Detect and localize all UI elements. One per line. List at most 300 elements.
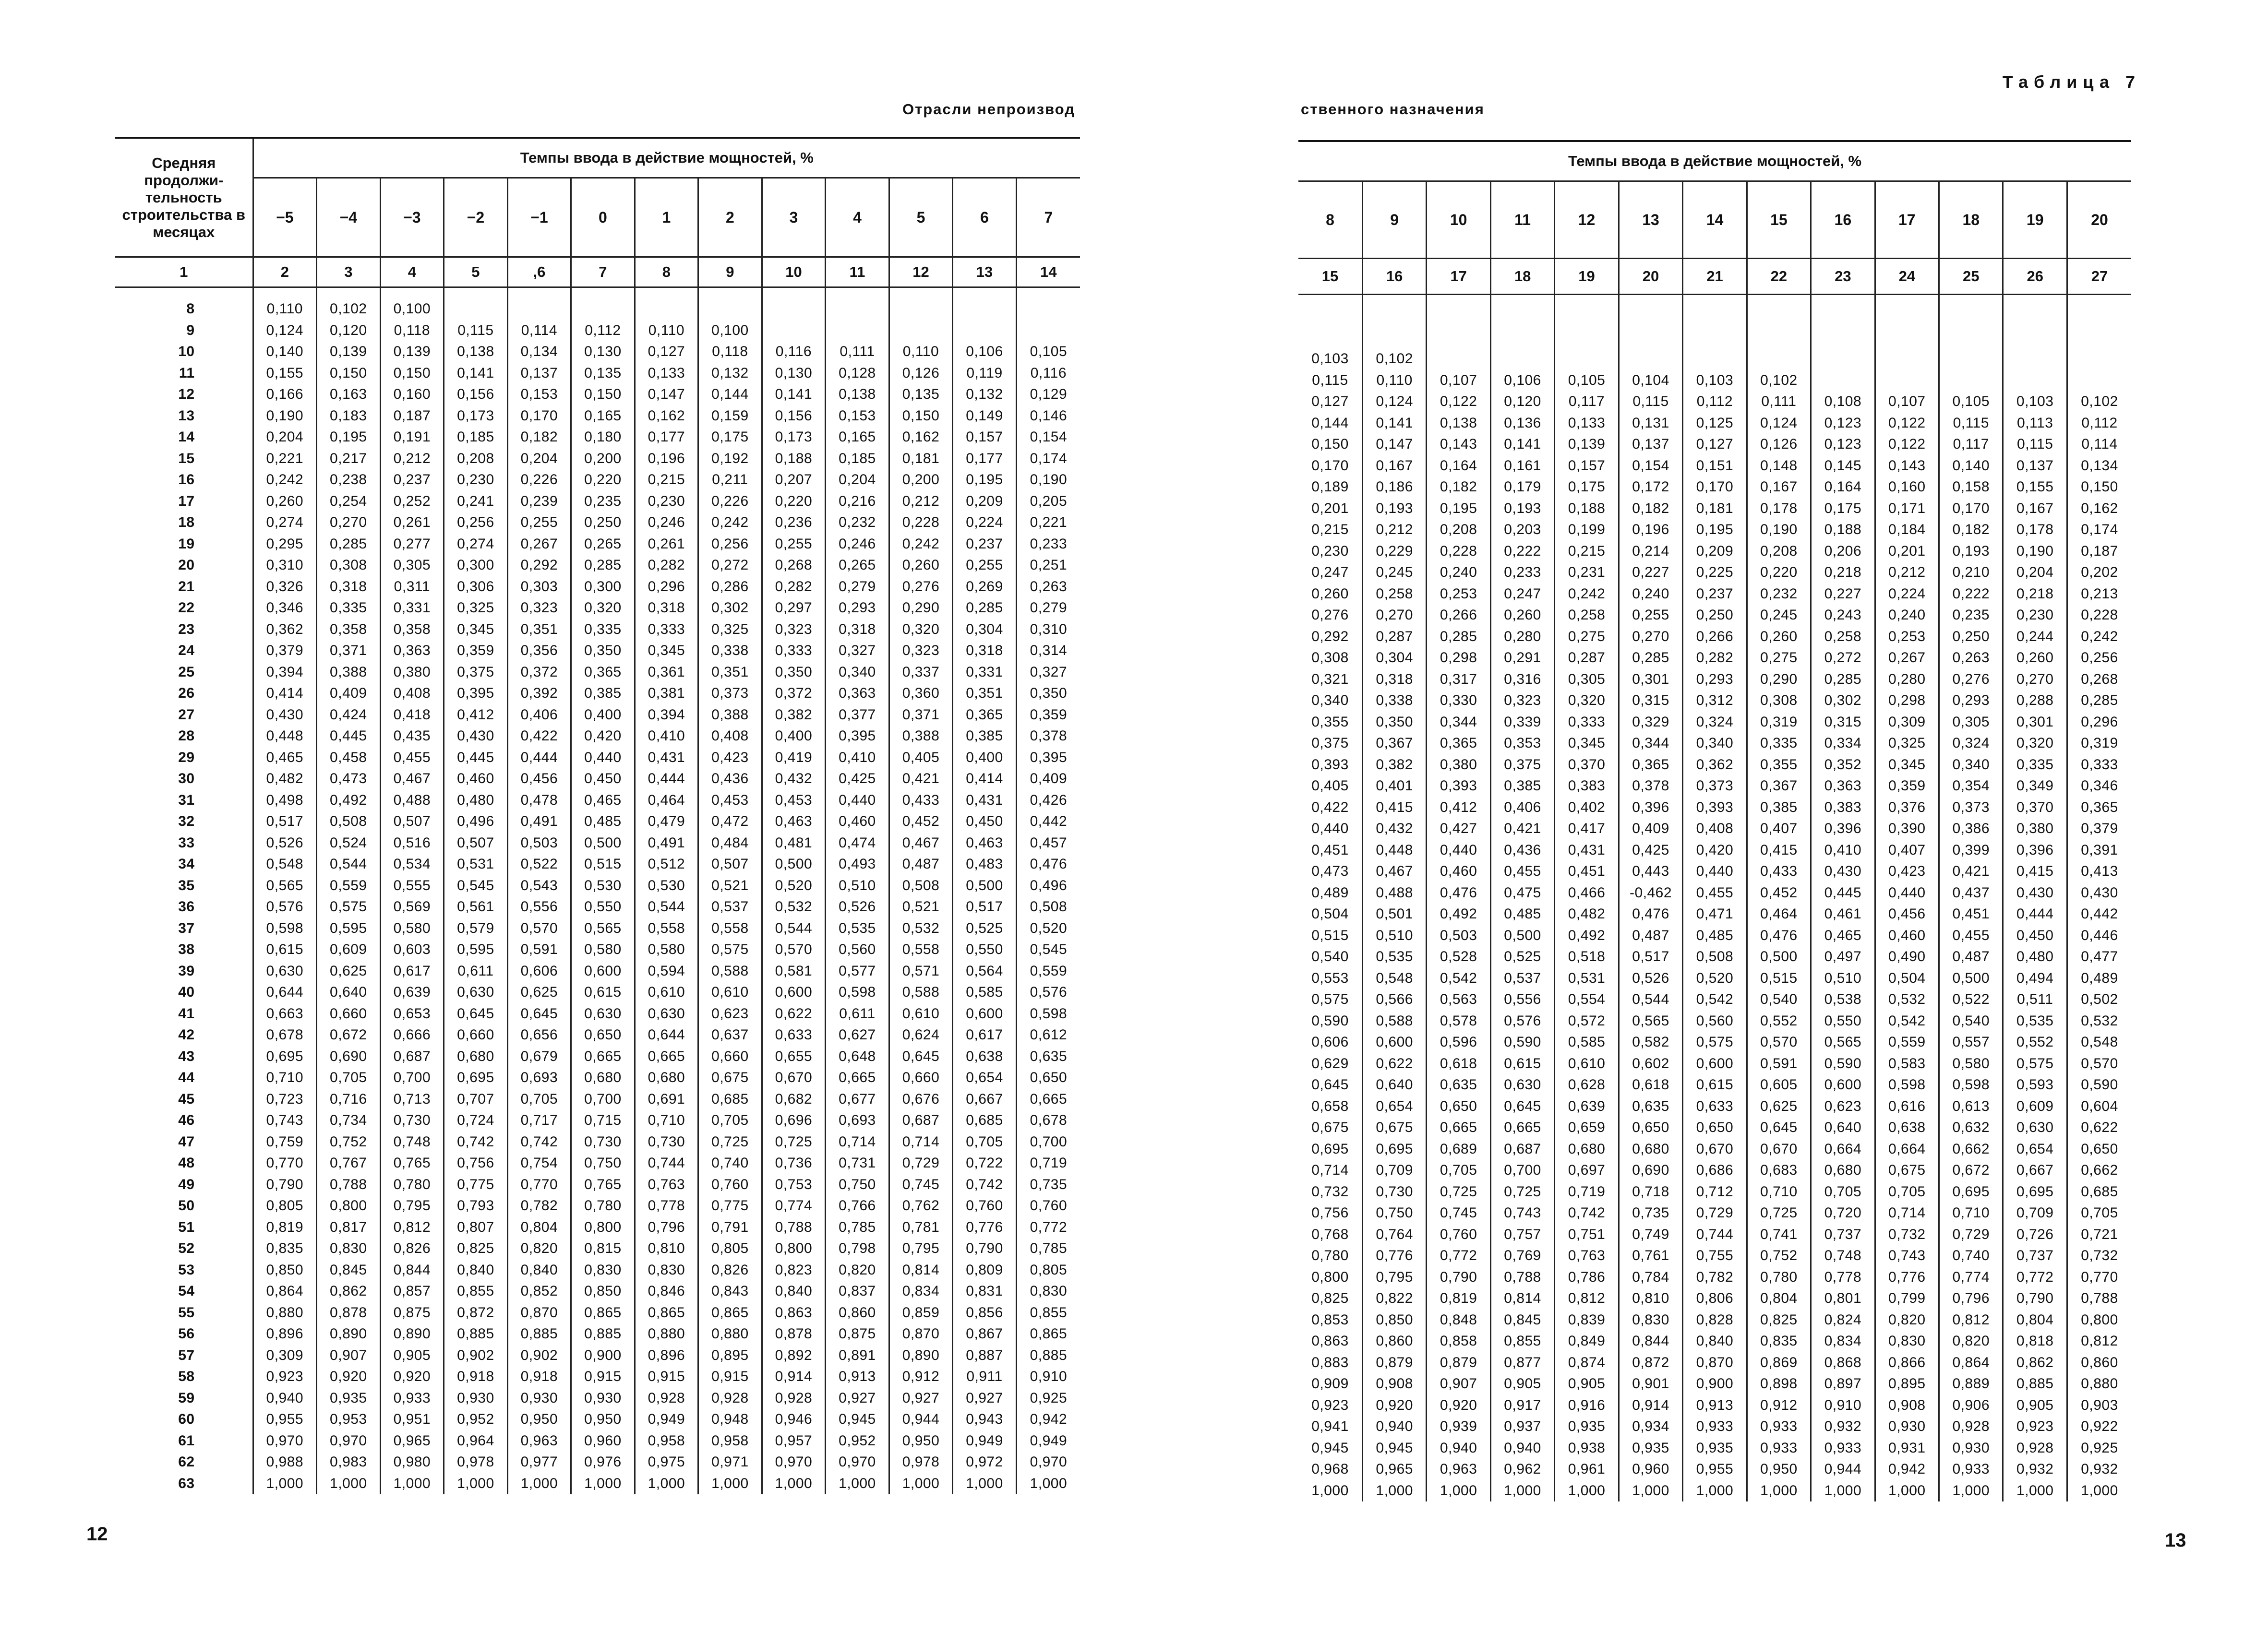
value-cell: 1,000 xyxy=(698,1473,762,1495)
value-cell: 0,228 xyxy=(1427,541,1490,562)
value-cell: 0,522 xyxy=(507,854,571,875)
value-cell: 0,935 xyxy=(1683,1438,1747,1459)
value-cell: 0,134 xyxy=(507,341,571,363)
value-cell: 0,190 xyxy=(1016,469,1080,491)
table-row xyxy=(1298,1352,2131,1374)
value-cell: 0,532 xyxy=(762,896,826,918)
value-cell: 0,442 xyxy=(1016,811,1080,833)
value-cell: 0,525 xyxy=(953,918,1017,940)
value-cell: 0,664 xyxy=(1875,1139,1939,1160)
value-cell: 0,935 xyxy=(1555,1416,1619,1438)
value-cell: 0,512 xyxy=(635,854,698,875)
value-cell: 0,710 xyxy=(253,1067,317,1089)
value-cell: 0,325 xyxy=(698,619,762,641)
value-cell: 0,205 xyxy=(1016,491,1080,512)
value-cell xyxy=(1555,348,1619,370)
month-cell: 53 xyxy=(178,1262,195,1278)
value-cell: 0,775 xyxy=(698,1195,762,1217)
value-cell: 1,000 xyxy=(2067,1480,2131,1502)
table-row xyxy=(1298,477,2131,498)
value-cell: 0,615 xyxy=(1683,1074,1747,1096)
value-cell: 0,761 xyxy=(1619,1245,1682,1267)
value-cell: 0,170 xyxy=(507,405,571,427)
value-cell: 0,394 xyxy=(635,704,698,726)
spacer-cell xyxy=(762,287,826,299)
spacer-cell xyxy=(1427,295,1490,306)
column-header: 0 xyxy=(571,178,635,257)
value-cell: 0,383 xyxy=(1811,797,1875,819)
table-row xyxy=(1298,882,2131,904)
value-cell: 0,326 xyxy=(253,576,317,598)
value-cell: 0,385 xyxy=(953,726,1017,747)
table-row xyxy=(1298,1139,2131,1160)
value-cell: 0,865 xyxy=(635,1302,698,1324)
value-cell: 0,276 xyxy=(1311,607,1349,623)
value-cell: 1,000 xyxy=(762,1473,826,1495)
value-cell: 0,825 xyxy=(1311,1290,1349,1307)
value-cell: 0,220 xyxy=(762,491,826,512)
value-cell: 0,196 xyxy=(635,448,698,470)
value-cell: 0,351 xyxy=(953,683,1017,704)
column-number: 3 xyxy=(317,257,381,287)
value-cell: 0,945 xyxy=(1362,1438,1426,1459)
value-cell: 0,110 xyxy=(253,298,317,320)
value-cell: 0,496 xyxy=(1016,875,1080,897)
value-cell: 0,855 xyxy=(1490,1331,1554,1352)
value-cell: 0,258 xyxy=(1555,605,1619,626)
value-cell: 0,654 xyxy=(1362,1096,1426,1118)
value-cell: 0,141 xyxy=(1490,434,1554,455)
value-cell: 0,221 xyxy=(253,448,317,470)
value-cell: 0,743 xyxy=(253,1110,317,1132)
value-cell: 0,780 xyxy=(380,1174,444,1196)
value-cell: 0,396 xyxy=(1619,797,1682,819)
value-cell: 0,790 xyxy=(2003,1288,2067,1310)
value-cell: 0,717 xyxy=(507,1110,571,1132)
value-cell: 0,167 xyxy=(2003,498,2067,520)
value-cell: 0,878 xyxy=(762,1323,826,1345)
value-cell: 0,372 xyxy=(507,662,571,683)
value-cell: 0,224 xyxy=(953,512,1017,534)
value-cell: 0,695 xyxy=(1939,1181,2003,1203)
column-header: 8 xyxy=(1326,211,1334,228)
spacer-cell xyxy=(1362,295,1426,306)
value-cell: 0,565 xyxy=(1619,1011,1682,1032)
value-cell: 0,359 xyxy=(444,640,508,662)
value-cell: 0,111 xyxy=(826,341,889,363)
value-cell: 0,457 xyxy=(1016,833,1080,854)
value-cell: 0,456 xyxy=(507,768,571,790)
value-cell: 0,719 xyxy=(1555,1181,1619,1203)
value-cell: 0,520 xyxy=(1683,968,1747,989)
value-cell: 0,335 xyxy=(1747,733,1811,754)
page-number-right: 13 xyxy=(2165,1530,2186,1551)
value-cell: 0,354 xyxy=(1939,775,2003,797)
value-cell: 0,790 xyxy=(953,1238,1017,1260)
value-cell: 0,410 xyxy=(826,747,889,769)
value-cell: 0,914 xyxy=(1619,1395,1682,1417)
spacer-cell xyxy=(698,287,762,299)
value-cell: 0,949 xyxy=(1016,1430,1080,1452)
value-cell: 0,400 xyxy=(571,704,635,726)
value-cell xyxy=(2003,348,2067,370)
value-cell: 0,256 xyxy=(698,534,762,555)
page-number-left: 12 xyxy=(86,1524,108,1545)
value-cell: 0,588 xyxy=(1362,1011,1426,1032)
value-cell: 0,915 xyxy=(698,1366,762,1388)
value-cell: 0,144 xyxy=(698,384,762,405)
value-cell: 0,235 xyxy=(1939,605,2003,626)
value-cell: 0,605 xyxy=(1747,1074,1811,1096)
value-cell: 0,485 xyxy=(1490,904,1554,925)
value-cell: 0,230 xyxy=(1311,543,1349,559)
value-cell: 0,421 xyxy=(889,768,953,790)
value-cell: 0,879 xyxy=(1427,1352,1490,1374)
value-cell: 0,970 xyxy=(826,1452,889,1473)
value-cell: 0,944 xyxy=(1811,1459,1875,1480)
value-cell xyxy=(1490,348,1554,370)
table-row xyxy=(1298,1181,2131,1203)
value-cell: 0,141 xyxy=(444,363,508,384)
value-cell: 0,650 xyxy=(1427,1096,1490,1118)
value-cell: 0,682 xyxy=(762,1089,826,1110)
month-cell: 46 xyxy=(178,1112,195,1129)
value-cell: 0,923 xyxy=(1311,1397,1349,1413)
value-cell xyxy=(1362,327,1426,349)
value-cell: 0,305 xyxy=(1555,669,1619,691)
spacer-cell xyxy=(1811,295,1875,306)
table-row xyxy=(115,1388,1080,1409)
value-cell: 0,226 xyxy=(507,469,571,491)
value-cell: 0,768 xyxy=(1311,1226,1349,1242)
value-cell: 0,780 xyxy=(1747,1267,1811,1288)
table-row xyxy=(115,747,1080,769)
value-cell: 0,952 xyxy=(444,1409,508,1430)
value-cell: 0,650 xyxy=(1683,1117,1747,1139)
value-cell: 0,685 xyxy=(698,1089,762,1110)
column-number: 18 xyxy=(1490,259,1554,295)
value-cell xyxy=(1747,348,1811,370)
value-cell: 0,122 xyxy=(1875,413,1939,434)
value-cell: 1,000 xyxy=(317,1473,381,1495)
value-cell: 0,693 xyxy=(507,1067,571,1089)
value-cell: 0,820 xyxy=(1875,1310,1939,1331)
table-row xyxy=(1298,562,2131,584)
value-cell: 0,375 xyxy=(444,662,508,683)
value-cell xyxy=(635,298,698,320)
table-row xyxy=(1298,840,2131,861)
value-cell: 0,460 xyxy=(444,768,508,790)
value-cell: 0,477 xyxy=(2067,946,2131,968)
value-cell: 0,355 xyxy=(1747,754,1811,776)
month-cell: 34 xyxy=(178,856,195,872)
value-cell: 0,700 xyxy=(1016,1132,1080,1153)
value-cell: 0,215 xyxy=(635,469,698,491)
value-cell: 0,351 xyxy=(698,662,762,683)
value-cell: 1,000 xyxy=(507,1473,571,1495)
value-cell: 0,253 xyxy=(1427,584,1490,605)
value-cell: 0,545 xyxy=(1016,939,1080,961)
value-cell: 0,880 xyxy=(635,1323,698,1345)
spacer-cell xyxy=(444,287,508,299)
value-cell xyxy=(2067,306,2131,327)
table-row xyxy=(115,534,1080,555)
value-cell xyxy=(1619,327,1682,349)
value-cell: 0,558 xyxy=(698,918,762,940)
value-cell: 0,940 xyxy=(1362,1416,1426,1438)
value-cell: 0,517 xyxy=(953,896,1017,918)
value-cell: 1,000 xyxy=(253,1473,317,1495)
value-cell: 0,521 xyxy=(698,875,762,897)
value-cell: 0,735 xyxy=(1619,1203,1682,1224)
value-cell: 0,141 xyxy=(762,384,826,405)
value-cell: 0,245 xyxy=(1362,562,1426,584)
spacer-cell xyxy=(380,287,444,299)
table-row xyxy=(1298,1310,2131,1331)
month-cell: 19 xyxy=(178,536,195,552)
table-row xyxy=(1298,1245,2131,1267)
value-cell: 0,679 xyxy=(507,1046,571,1068)
value-cell: 0,399 xyxy=(1939,840,2003,861)
value-cell: 0,560 xyxy=(826,939,889,961)
value-cell: 0,385 xyxy=(1747,797,1811,819)
value-cell: 0,327 xyxy=(826,640,889,662)
value-cell: 0,554 xyxy=(1555,989,1619,1011)
value-cell: 0,412 xyxy=(444,704,508,726)
value-cell: 0,848 xyxy=(1427,1310,1490,1331)
value-cell: 0,308 xyxy=(1311,650,1349,666)
value-cell: 0,319 xyxy=(1747,712,1811,733)
month-cell: 56 xyxy=(178,1326,195,1342)
value-cell: 0,548 xyxy=(2067,1032,2131,1053)
value-cell: 0,173 xyxy=(444,405,508,427)
value-cell: 0,156 xyxy=(762,405,826,427)
value-cell: 0,365 xyxy=(2067,797,2131,819)
value-cell: 0,907 xyxy=(1427,1373,1490,1395)
value-cell: 0,258 xyxy=(1362,584,1426,605)
value-cell: 0,391 xyxy=(2067,840,2131,861)
value-cell: 0,918 xyxy=(507,1366,571,1388)
spacer-cell xyxy=(253,287,317,299)
value-cell: 0,905 xyxy=(380,1345,444,1367)
value-cell: 0,786 xyxy=(1555,1267,1619,1288)
value-cell: 0,623 xyxy=(698,1003,762,1025)
month-cell: 48 xyxy=(178,1155,195,1171)
value-cell: 0,923 xyxy=(253,1366,317,1388)
value-cell: 0,124 xyxy=(1362,391,1426,413)
value-cell xyxy=(1747,306,1811,327)
value-cell: 0,705 xyxy=(317,1067,381,1089)
value-cell: 0,686 xyxy=(1683,1160,1747,1181)
value-cell: 0,680 xyxy=(571,1067,635,1089)
value-cell: 0,349 xyxy=(2003,775,2067,797)
value-cell: 0,920 xyxy=(1362,1395,1426,1417)
value-cell: 0,440 xyxy=(1311,821,1349,837)
value-cell: 0,742 xyxy=(953,1174,1017,1196)
value-cell: 0,240 xyxy=(1875,605,1939,626)
value-cell: 0,427 xyxy=(1427,818,1490,840)
value-cell: 0,237 xyxy=(953,534,1017,555)
value-cell: 0,290 xyxy=(1747,669,1811,691)
value-cell: 0,500 xyxy=(1939,968,2003,989)
value-cell: 0,464 xyxy=(1747,904,1811,925)
value-cell: 0,565 xyxy=(253,875,317,897)
column-number: 16 xyxy=(1362,259,1426,295)
column-header: 5 xyxy=(889,178,953,257)
value-cell: 0,120 xyxy=(1490,391,1554,413)
column-header: 3 xyxy=(762,178,826,257)
value-cell: 0,162 xyxy=(635,405,698,427)
value-cell: 0,729 xyxy=(1683,1203,1747,1224)
value-cell: 0,500 xyxy=(1490,925,1554,947)
value-cell: 0,540 xyxy=(1747,989,1811,1011)
month-cell: 8 xyxy=(186,301,195,317)
value-cell: 0,492 xyxy=(317,790,381,811)
value-cell: 0,575 xyxy=(317,896,381,918)
value-cell: 0,419 xyxy=(762,747,826,769)
table-row xyxy=(115,320,1080,342)
value-cell: 0,828 xyxy=(1683,1310,1747,1331)
value-cell: 0,660 xyxy=(317,1003,381,1025)
table-row xyxy=(115,726,1080,747)
value-cell: 0,244 xyxy=(2003,626,2067,648)
month-cell: 60 xyxy=(178,1411,195,1428)
value-cell: 0,400 xyxy=(953,747,1017,769)
value-cell: 0,640 xyxy=(1362,1074,1426,1096)
value-cell: 0,656 xyxy=(507,1025,571,1046)
month-cell: 57 xyxy=(178,1347,195,1363)
value-cell: 0,889 xyxy=(1939,1373,2003,1395)
value-cell: 0,380 xyxy=(380,662,444,683)
value-cell: 0,687 xyxy=(889,1110,953,1132)
value-cell: 0,111 xyxy=(1747,391,1811,413)
value-cell: 0,665 xyxy=(1016,1089,1080,1110)
table-row xyxy=(115,1238,1080,1260)
value-cell: 0,132 xyxy=(698,363,762,384)
value-cell: 0,978 xyxy=(444,1452,508,1473)
value-cell: 0,458 xyxy=(317,747,381,769)
value-cell: 0,795 xyxy=(889,1238,953,1260)
value-cell: 0,859 xyxy=(889,1302,953,1324)
spacer-cell xyxy=(635,287,698,299)
value-cell: 0,114 xyxy=(507,320,571,342)
value-cell: 0,930 xyxy=(1875,1416,1939,1438)
value-cell: 0,135 xyxy=(889,384,953,405)
value-cell: 0,238 xyxy=(317,469,381,491)
value-cell: 0,595 xyxy=(444,939,508,961)
value-cell: 0,150 xyxy=(380,363,444,384)
value-cell: 0,732 xyxy=(2067,1245,2131,1267)
table-row xyxy=(115,896,1080,918)
value-cell: 0,552 xyxy=(1747,1011,1811,1032)
value-cell: 0,566 xyxy=(1362,989,1426,1011)
value-cell: 0,639 xyxy=(380,982,444,1003)
value-cell: 0,700 xyxy=(571,1089,635,1110)
value-cell: 0,895 xyxy=(698,1345,762,1367)
value-cell: 0,942 xyxy=(1016,1409,1080,1430)
value-cell: 0,843 xyxy=(698,1281,762,1302)
value-cell: 0,491 xyxy=(507,811,571,833)
month-cell: 17 xyxy=(178,493,195,509)
value-cell: 0,240 xyxy=(1619,584,1682,605)
value-cell: 0,108 xyxy=(1811,391,1875,413)
table-row xyxy=(1298,1032,2131,1053)
table-row xyxy=(115,1323,1080,1345)
value-cell: 0,749 xyxy=(1619,1224,1682,1246)
month-cell: 49 xyxy=(178,1176,195,1192)
value-cell: 0,408 xyxy=(698,726,762,747)
value-cell: 0,891 xyxy=(826,1345,889,1367)
value-cell: 0,344 xyxy=(1619,733,1682,754)
value-cell: 0,158 xyxy=(1939,477,2003,498)
value-cell: 0,444 xyxy=(2003,904,2067,925)
value-cell: 0,577 xyxy=(826,961,889,982)
column-number: 22 xyxy=(1747,259,1811,295)
value-cell: 0,855 xyxy=(1016,1302,1080,1324)
value-cell: 0,136 xyxy=(1490,413,1554,434)
month-cell: 21 xyxy=(178,578,195,595)
value-cell: 0,266 xyxy=(1427,605,1490,626)
value-cell: 0,759 xyxy=(253,1132,317,1153)
table-row xyxy=(115,1067,1080,1089)
value-cell: 0,896 xyxy=(253,1323,317,1345)
value-cell: 0,123 xyxy=(1811,434,1875,455)
value-cell: 0,870 xyxy=(889,1323,953,1345)
value-cell: 0,446 xyxy=(2067,925,2131,947)
value-cell: 0,227 xyxy=(1619,562,1682,584)
value-cell: 0,383 xyxy=(1555,775,1619,797)
value-cell: 0,960 xyxy=(571,1430,635,1452)
value-cell: 0,925 xyxy=(1016,1388,1080,1409)
value-cell: 0,466 xyxy=(1555,882,1619,904)
table-row xyxy=(115,1473,1080,1495)
table-row xyxy=(115,1302,1080,1324)
value-cell: 0,831 xyxy=(953,1281,1017,1302)
value-cell: 0,598 xyxy=(253,918,317,940)
value-cell: 0,909 xyxy=(1311,1376,1349,1392)
value-cell: 0,195 xyxy=(317,427,381,448)
month-cell: 18 xyxy=(178,514,195,531)
value-cell: 0,224 xyxy=(1875,584,1939,605)
value-cell: 0,550 xyxy=(953,939,1017,961)
value-cell xyxy=(889,320,953,342)
value-cell: 0,937 xyxy=(1490,1416,1554,1438)
value-cell: 0,367 xyxy=(1747,775,1811,797)
value-cell: 0,930 xyxy=(571,1388,635,1409)
value-cell: 0,940 xyxy=(253,1388,317,1409)
value-cell: 0,431 xyxy=(635,747,698,769)
value-cell: 0,526 xyxy=(1619,968,1682,989)
value-cell: 0,680 xyxy=(444,1046,508,1068)
value-cell: 0,579 xyxy=(444,918,508,940)
value-cell: 0,455 xyxy=(1939,925,2003,947)
value-cell: 0,617 xyxy=(953,1025,1017,1046)
value-cell: 0,147 xyxy=(1362,434,1426,455)
column-header: 18 xyxy=(1939,181,2003,259)
value-cell: 0,834 xyxy=(889,1281,953,1302)
table-row xyxy=(1298,1438,2131,1459)
value-cell: 0,785 xyxy=(1016,1238,1080,1260)
value-cell: 0,426 xyxy=(1016,790,1080,811)
value-cell: 0,204 xyxy=(826,469,889,491)
value-cell: 0,756 xyxy=(444,1153,508,1174)
table-row xyxy=(1298,1331,2131,1352)
value-cell: 0,318 xyxy=(1362,669,1426,691)
value-cell: 0,645 xyxy=(444,1003,508,1025)
value-cell: 0,913 xyxy=(826,1366,889,1388)
value-cell: 1,000 xyxy=(826,1473,889,1495)
value-cell: 0,885 xyxy=(444,1323,508,1345)
